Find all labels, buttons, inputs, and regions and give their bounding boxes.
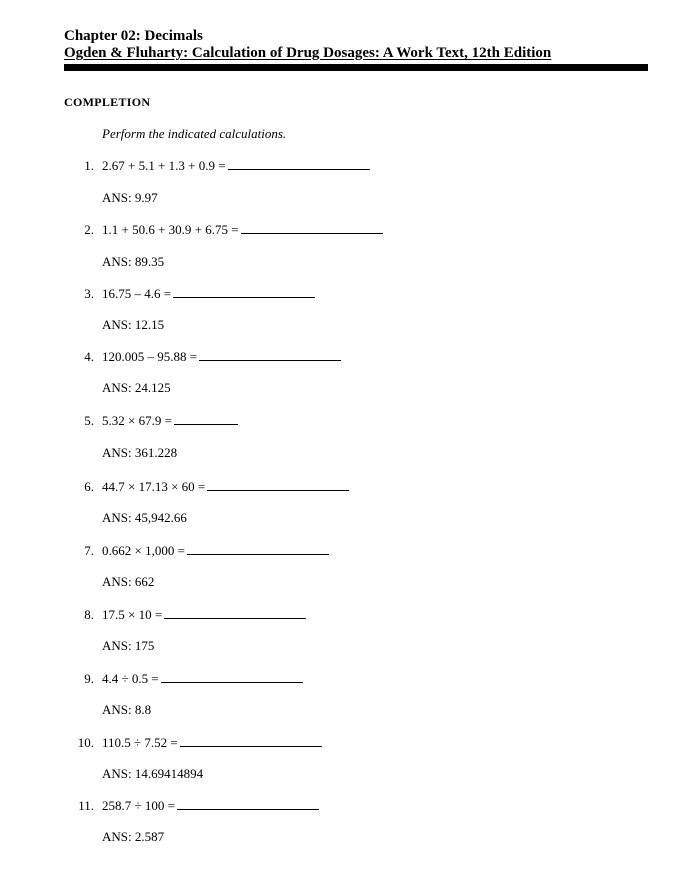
question-text: 5.32 × 67.9 = xyxy=(102,413,172,428)
answer-blank xyxy=(199,348,341,361)
question-number: 8. xyxy=(84,607,94,622)
question-7 xyxy=(64,542,329,559)
question-9 xyxy=(64,670,303,687)
question-text: 110.5 ÷ 7.52 = xyxy=(102,735,178,750)
book-title: Ogden & Fluharty: Calculation of Drug Dosages: A Work Text, 12th Edition xyxy=(64,45,552,61)
answer-blank xyxy=(180,734,322,747)
question-11 xyxy=(64,797,319,814)
answer-9: ANS: 8.8 xyxy=(102,702,152,717)
question-number: 2. xyxy=(84,222,94,237)
question-1 xyxy=(64,157,370,174)
question-text: 4.4 ÷ 0.5 = xyxy=(102,671,159,686)
question-text: 120.005 – 95.88 = xyxy=(102,349,198,364)
answer-3: ANS: 12.15 xyxy=(102,317,165,332)
answer-blank xyxy=(161,670,303,683)
question-number: 6. xyxy=(84,479,94,494)
question-2 xyxy=(64,221,383,238)
question-10 xyxy=(64,734,322,751)
question-text: 44.7 × 17.13 × 60 = xyxy=(102,479,206,494)
answer-blank xyxy=(177,797,319,810)
question-number: 10. xyxy=(77,735,94,750)
answer-blank xyxy=(187,542,329,555)
question-number: 3. xyxy=(84,286,94,301)
question-text: 17.5 × 10 = xyxy=(102,607,163,622)
answer-2: ANS: 89.35 xyxy=(102,254,165,269)
question-text: 2.67 + 5.1 + 1.3 + 0.9 = xyxy=(102,158,226,173)
question-text: 258.7 ÷ 100 = xyxy=(102,798,175,813)
answer-4: ANS: 24.125 xyxy=(102,380,171,395)
question-8 xyxy=(64,606,306,623)
question-text: 0.662 × 1,000 = xyxy=(102,543,185,558)
answer-blank xyxy=(228,157,370,170)
question-text: 1.1 + 50.6 + 30.9 + 6.75 = xyxy=(102,222,239,237)
chapter-title: Chapter 02: Decimals xyxy=(64,28,203,44)
document-header xyxy=(64,28,648,71)
question-number: 1. xyxy=(84,158,94,173)
answer-6: ANS: 45,942.66 xyxy=(102,510,187,525)
answer-5: ANS: 361.228 xyxy=(102,445,178,460)
answer-11: ANS: 2.587 xyxy=(102,829,165,844)
answer-1: ANS: 9.97 xyxy=(102,190,158,205)
section-title: COMPLETION xyxy=(64,95,151,109)
answer-7: ANS: 662 xyxy=(102,574,155,589)
instructions: Perform the indicated calculations. xyxy=(102,126,287,141)
answer-blank xyxy=(241,221,383,234)
question-number: 11. xyxy=(78,798,94,813)
question-number: 9. xyxy=(84,671,94,686)
question-number: 7. xyxy=(84,543,94,558)
answer-blank xyxy=(173,285,315,298)
answer-blank xyxy=(164,606,306,619)
header-rule xyxy=(64,64,648,71)
answer-8: ANS: 175 xyxy=(102,638,155,653)
question-4 xyxy=(64,348,341,365)
question-text: 16.75 – 4.6 = xyxy=(102,286,172,301)
answer-10: ANS: 14.69414894 xyxy=(102,766,204,781)
answer-blank xyxy=(174,412,238,425)
question-5 xyxy=(64,412,238,429)
answer-blank xyxy=(207,478,349,491)
question-number: 4. xyxy=(84,349,94,364)
question-number: 5. xyxy=(84,413,94,428)
question-6 xyxy=(64,478,349,495)
question-3 xyxy=(64,285,315,302)
